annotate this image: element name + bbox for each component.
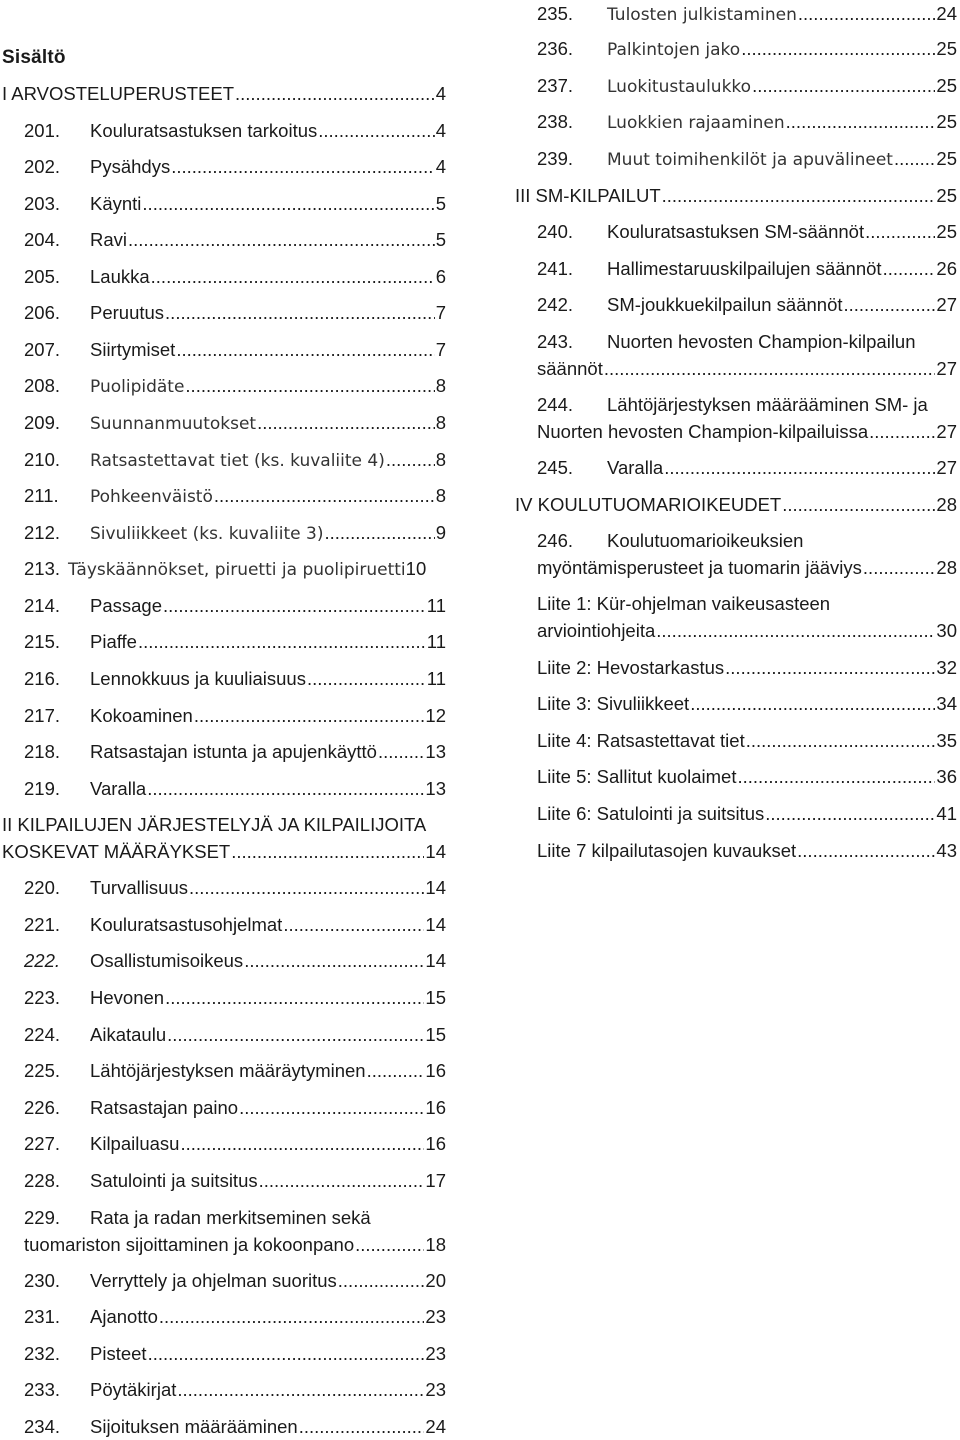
toc-annex-entry[interactable]: [537, 837, 957, 864]
toc-item-entry[interactable]: [537, 454, 957, 481]
toc-page-number: 16: [425, 1060, 446, 1081]
toc-item-number: 207.: [24, 339, 61, 360]
toc-label: Osallistumisoikeus: [90, 950, 244, 971]
toc-leader-dots: [798, 0, 936, 27]
toc-page-number: 23: [425, 1306, 446, 1327]
toc-annex-entry[interactable]: [537, 690, 957, 717]
toc-label: Muut toimihenkilöt ja apuvälineet: [607, 150, 893, 170]
toc-page-number: 16: [425, 1097, 446, 1118]
toc-leader-dots: [167, 1021, 424, 1048]
toc-leader-dots: [367, 1057, 425, 1084]
toc-label: Ratsastajan istunta ja apujenkäyttö: [90, 741, 377, 762]
toc-label: I ARVOSTELUPERUSTEET: [2, 83, 234, 104]
toc-item-number: 202.: [24, 156, 61, 177]
toc-item-number: 218.: [24, 741, 61, 762]
toc-page-number: 28: [936, 557, 957, 578]
toc-page-number: 32: [936, 657, 957, 678]
toc-item-entry[interactable]: [24, 1204, 446, 1258]
toc-item-entry[interactable]: [537, 255, 957, 282]
toc-item-number: 212.: [24, 522, 61, 543]
toc-item-entry[interactable]: [24, 1340, 446, 1367]
toc-page-number: 7: [435, 302, 446, 323]
toc-page-number: 24: [936, 3, 957, 24]
toc-page-number: 25: [936, 148, 957, 169]
toc-leader-dots: [259, 1167, 425, 1194]
toc-leader-dots: [664, 454, 935, 481]
toc-item-number: 208.: [24, 375, 61, 396]
toc-section-entry[interactable]: [515, 182, 957, 209]
toc-label: IV KOULUTUOMARIOIKEUDET: [515, 494, 782, 515]
toc-item-entry[interactable]: [537, 108, 957, 137]
toc-item-entry[interactable]: [24, 1021, 446, 1048]
toc-item-entry[interactable]: [537, 35, 957, 64]
toc-item-entry[interactable]: [24, 1057, 446, 1084]
toc-item-entry[interactable]: [24, 1130, 446, 1157]
toc-label: Piaffe: [90, 631, 137, 652]
toc-page-number: 14: [425, 914, 446, 935]
toc-page-number: 11: [426, 595, 446, 616]
toc-page-number: 14: [425, 841, 446, 862]
toc-label: Luokitustaulukko: [607, 77, 752, 97]
toc-leader-dots: [171, 153, 434, 180]
toc-leader-dots: [177, 1376, 424, 1403]
toc-item-number: 204.: [24, 229, 61, 250]
toc-item-entry[interactable]: [24, 665, 446, 692]
toc-page-number: 30: [936, 620, 957, 641]
toc-item-number: 231.: [24, 1306, 61, 1327]
toc-item-number: 223.: [24, 987, 61, 1008]
toc-item-entry[interactable]: [537, 391, 957, 445]
toc-label: Verryttely ja ohjelman suoritus: [90, 1270, 337, 1291]
toc-annex-entry[interactable]: [537, 727, 957, 754]
toc-page-number: 4: [435, 156, 446, 177]
toc-item-entry[interactable]: [24, 738, 446, 765]
toc-label: Liite 1: Kür-ohjelman vaikeusasteen: [537, 593, 831, 614]
toc-page-number: 26: [936, 258, 957, 279]
toc-page-number: 27: [936, 358, 957, 379]
toc-item-number: 224.: [24, 1024, 61, 1045]
toc-item-entry[interactable]: [24, 947, 446, 974]
toc-leader-dots: [386, 446, 435, 473]
toc-section-entry[interactable]: [515, 491, 957, 518]
toc-item-entry[interactable]: [537, 145, 957, 174]
toc-page-number: 8: [435, 412, 446, 433]
toc-item-number: 213.: [24, 558, 61, 579]
toc-leader-dots: [741, 35, 935, 62]
toc-section-entry[interactable]: [2, 80, 446, 107]
toc-label: Kouluratsastuksen SM-säännöt: [607, 221, 865, 242]
toc-annex-entry[interactable]: [537, 590, 957, 644]
toc-item-number: 242.: [537, 294, 574, 315]
toc-label-continued: säännöt: [537, 358, 603, 379]
toc-item-number: 243.: [537, 331, 574, 352]
toc-leader-dots: [746, 727, 936, 754]
toc-section-entry[interactable]: [2, 811, 446, 865]
toc-page-number: 34: [936, 693, 957, 714]
toc-leader-dots: [244, 947, 424, 974]
toc-item-entry[interactable]: [24, 702, 446, 729]
toc-item-number: 235.: [537, 3, 574, 24]
toc-page-number: 9: [435, 522, 446, 543]
toc-page-number: 15: [425, 1024, 446, 1045]
toc-item-number: 219.: [24, 778, 61, 799]
toc-page-number: 25: [936, 185, 957, 206]
toc-item-entry[interactable]: [537, 218, 957, 245]
toc-item-entry[interactable]: [24, 299, 446, 326]
toc-annex-entry[interactable]: [537, 800, 957, 827]
toc-leader-dots: [378, 738, 424, 765]
toc-item-entry[interactable]: [24, 446, 446, 475]
toc-item-number: 216.: [24, 668, 61, 689]
toc-item-entry[interactable]: [24, 1303, 446, 1330]
toc-leader-dots: [738, 763, 936, 790]
toc-item-number: 206.: [24, 302, 61, 323]
toc-item-entry[interactable]: [24, 1376, 446, 1403]
toc-page-number: 4: [435, 120, 446, 141]
toc-label: Aikataulu: [90, 1024, 167, 1045]
toc-item-number: 234.: [24, 1416, 61, 1437]
toc-leader-dots: [752, 72, 935, 99]
toc-label: Passage: [90, 595, 162, 616]
toc-leader-dots: [604, 355, 936, 382]
toc-leader-dots: [865, 218, 935, 245]
toc-page-number: 8: [435, 485, 446, 506]
toc-leader-dots: [185, 372, 434, 399]
toc-label-continued: KOSKEVAT MÄÄRÄYKSET: [2, 841, 231, 862]
toc-item-entry[interactable]: [24, 592, 446, 619]
toc-item-entry[interactable]: [24, 117, 446, 144]
toc-annex-entry[interactable]: [537, 763, 957, 790]
toc-label-continued: Nuorten hevosten Champion-kilpailuissa: [537, 421, 869, 442]
toc-label: Kokoaminen: [90, 705, 193, 726]
toc-item-number: 232.: [24, 1343, 61, 1364]
toc-page-number: 11: [426, 631, 446, 652]
toc-leader-dots: [176, 336, 434, 363]
toc-label: Laukka: [90, 266, 150, 287]
toc-page-number: 7: [435, 339, 446, 360]
toc-label: Kouluratsastuksen tarkoitus: [90, 120, 318, 141]
toc-label: Pohkeenväistö: [90, 487, 213, 507]
toc-leader-dots: [725, 654, 935, 681]
toc-leader-dots: [214, 482, 435, 509]
toc-page-number: 25: [936, 111, 957, 132]
toc-page-number: 8: [435, 449, 446, 470]
toc-leader-dots: [307, 665, 426, 692]
toc-item-number: 214.: [24, 595, 61, 616]
toc-item-number: 215.: [24, 631, 61, 652]
toc-page-number: 4: [435, 83, 446, 104]
toc-item-number: 209.: [24, 412, 61, 433]
toc-page-number: 35: [936, 730, 957, 751]
toc-label: Satulointi ja suitsitus: [90, 1170, 258, 1191]
toc-item-entry[interactable]: [24, 336, 446, 363]
toc-page-number: 27: [936, 294, 957, 315]
toc-label: Pöytäkirjat: [90, 1379, 177, 1400]
toc-label: Varalla: [607, 457, 664, 478]
toc-label: Varalla: [90, 778, 147, 799]
toc-label: Kilpailuasu: [90, 1133, 180, 1154]
toc-label: Luokkien rajaaminen: [607, 113, 785, 133]
toc-page-number: 18: [425, 1234, 446, 1255]
toc-page-number: 8: [435, 375, 446, 396]
toc-label: Liite 5: Sallitut kuolaimet: [537, 766, 737, 787]
toc-leader-dots: [797, 837, 935, 864]
toc-leader-dots: [239, 1094, 424, 1121]
toc-label: Pisteet: [90, 1343, 147, 1364]
toc-label: Hevonen: [90, 987, 165, 1008]
toc-item-number: 237.: [537, 75, 574, 96]
toc-leader-dots: [324, 519, 434, 546]
toc-label: Pysähdys: [90, 156, 171, 177]
toc-leader-dots: [782, 491, 935, 518]
toc-leader-dots: [142, 190, 434, 217]
toc-leader-dots: [151, 263, 435, 290]
toc-label: II KILPAILUJEN JÄRJESTELYJÄ JA KILPAILIJOITA: [2, 814, 427, 835]
toc-leader-dots: [257, 409, 435, 436]
toc-item-entry[interactable]: [24, 775, 446, 802]
toc-label: Tulosten julkistaminen: [607, 5, 797, 25]
toc-leader-dots: [159, 1303, 425, 1330]
toc-page-number: 23: [425, 1343, 446, 1364]
toc-annex-entry[interactable]: [537, 654, 957, 681]
toc-page-number: 41: [936, 803, 957, 824]
toc-label: Täyskäännökset, piruetti ja puolipiruetti: [68, 560, 406, 580]
toc-leader-dots: [299, 1413, 425, 1440]
toc-leader-dots: [844, 291, 936, 318]
toc-label-continued: arviointiohjeita: [537, 620, 656, 641]
toc-page-number: 17: [425, 1170, 446, 1191]
toc-leader-dots: [283, 911, 424, 938]
toc-item-number: 227.: [24, 1133, 61, 1154]
toc-label: Puolipidäte: [90, 377, 185, 397]
toc-item-entry[interactable]: [537, 291, 957, 318]
toc-page-number: 20: [425, 1270, 446, 1291]
toc-label-continued: tuomariston sijoittaminen ja kokoonpano: [24, 1234, 355, 1255]
toc-page-number: 25: [936, 75, 957, 96]
toc-label: Ratsastajan paino: [90, 1097, 239, 1118]
toc-label: Ravi: [90, 229, 128, 250]
toc-page-number: 16: [425, 1133, 446, 1154]
toc-item-entry[interactable]: [537, 527, 957, 581]
toc-item-number: 201.: [24, 120, 61, 141]
toc-label: Liite 4: Ratsastettavat tiet: [537, 730, 745, 751]
toc-item-entry[interactable]: [24, 911, 446, 938]
toc-label: Liite 6: Satulointi ja suitsitus: [537, 803, 765, 824]
toc-page-number: 11: [426, 668, 446, 689]
toc-item-number: 222.: [24, 950, 61, 971]
toc-page-number: 14: [425, 877, 446, 898]
toc-label: Liite 2: Hevostarkastus: [537, 657, 725, 678]
toc-label: Liite 7 kilpailutasojen kuvaukset: [537, 840, 797, 861]
toc-page-number: 23: [425, 1379, 446, 1400]
toc-leader-dots: [189, 874, 424, 901]
toc-leader-dots: [235, 80, 435, 107]
toc-page-number: 15: [425, 987, 446, 1008]
toc-heading: Sisältö: [2, 47, 66, 68]
toc-item-entry[interactable]: [24, 628, 446, 655]
toc-leader-dots: [148, 1340, 425, 1367]
toc-item-entry[interactable]: [24, 1167, 446, 1194]
toc-item-number: 226.: [24, 1097, 61, 1118]
toc-item-number: 205.: [24, 266, 61, 287]
toc-page-number: 27: [936, 421, 957, 442]
toc-label: Sivuliikkeet (ks. kuvaliite 3): [90, 524, 324, 544]
toc-label: III SM-KILPAILUT: [515, 185, 661, 206]
toc-item-number: 239.: [537, 148, 574, 169]
toc-leader-dots: [863, 554, 936, 581]
toc-item-number: 246.: [537, 530, 574, 551]
toc-item-entry[interactable]: [24, 190, 446, 217]
toc-page-number: 24: [425, 1416, 446, 1437]
toc-item-entry[interactable]: [24, 153, 446, 180]
toc-page-number: 14: [425, 950, 446, 971]
toc-item-number: 211.: [24, 485, 59, 506]
toc-page-number: 5: [435, 193, 446, 214]
toc-label: Ajanotto: [90, 1306, 158, 1327]
toc-label: Lähtöjärjestyksen määrääminen SM- ja: [607, 394, 928, 415]
toc-label: Peruutus: [90, 302, 165, 323]
toc-item-entry[interactable]: [24, 263, 446, 290]
toc-label: Suunnanmuutokset: [90, 414, 257, 434]
toc-item-entry[interactable]: [24, 482, 446, 511]
toc-item-number: 228.: [24, 1170, 61, 1191]
toc-label: Ratsastettavat tiet (ks. kuvaliite 4): [90, 451, 385, 471]
toc-page-number: 12: [425, 705, 446, 726]
toc-label: Turvallisuus: [90, 877, 189, 898]
toc-item-entry[interactable]: [24, 519, 446, 548]
toc-label: Nuorten hevosten Champion-kilpailun: [607, 331, 916, 352]
toc-item-entry[interactable]: [24, 409, 446, 438]
toc-leader-dots: [869, 418, 935, 445]
toc-leader-dots: [662, 182, 936, 209]
toc-item-number: 245.: [537, 457, 574, 478]
toc-leader-dots: [894, 145, 935, 172]
toc-label: Koulutuomarioikeuksien: [607, 530, 804, 551]
toc-item-entry[interactable]: [24, 1094, 446, 1121]
toc-label: Käynti: [90, 193, 142, 214]
toc-leader-dots: [231, 838, 424, 865]
toc-page-number: 27: [936, 457, 957, 478]
toc-page-number: 25: [936, 38, 957, 59]
toc-item-entry[interactable]: [24, 226, 446, 253]
toc-item-entry[interactable]: [24, 874, 446, 901]
toc-leader-dots: [165, 299, 435, 326]
toc-label: Rata ja radan merkitseminen sekä: [90, 1207, 371, 1228]
toc-leader-dots: [194, 702, 425, 729]
toc-item-number: 230.: [24, 1270, 61, 1291]
toc-page-number: 13: [425, 741, 446, 762]
toc-item-number: 241.: [537, 258, 574, 279]
toc-page-number: 5: [435, 229, 446, 250]
toc-leader-dots: [128, 226, 435, 253]
toc-label: Lennokkuus ja kuuliaisuus: [90, 668, 306, 689]
toc-leader-dots: [338, 1267, 425, 1294]
toc-page-number: 36: [936, 766, 957, 787]
toc-label: Sijoituksen määrääminen: [90, 1416, 298, 1437]
toc-item-entry[interactable]: [537, 328, 957, 382]
toc-page-number: 13: [425, 778, 446, 799]
toc-page-number: 10: [405, 558, 427, 579]
toc-item-entry[interactable]: [24, 372, 446, 401]
toc-leader-dots: [318, 117, 434, 144]
toc-leader-dots: [690, 690, 935, 717]
toc-label: SM-joukkuekilpailun säännöt: [607, 294, 843, 315]
toc-item-entry[interactable]: [24, 984, 446, 1011]
toc-item-number: 210.: [24, 449, 61, 470]
toc-label: Siirtymiset: [90, 339, 176, 360]
toc-leader-dots: [355, 1231, 424, 1258]
toc-leader-dots: [165, 984, 424, 1011]
toc-item-number: 233.: [24, 1379, 61, 1400]
toc-leader-dots: [180, 1130, 424, 1157]
toc-leader-dots: [765, 800, 935, 827]
toc-page-number: 25: [936, 221, 957, 242]
toc-item-number: 220.: [24, 877, 61, 898]
toc-leader-dots: [883, 255, 936, 282]
toc-label: Liite 3: Sivuliikkeet: [537, 693, 690, 714]
toc-item-number: 238.: [537, 111, 574, 132]
toc-item-number: 217.: [24, 705, 61, 726]
toc-item-number: 229.: [24, 1207, 61, 1228]
toc-item-number: 203.: [24, 193, 61, 214]
toc-leader-dots: [163, 592, 426, 619]
toc-leader-dots: [147, 775, 424, 802]
toc-item-number: 225.: [24, 1060, 61, 1081]
toc-item-entry[interactable]: [537, 0, 957, 29]
toc-label: Lähtöjärjestyksen määräytyminen: [90, 1060, 366, 1081]
toc-item-entry[interactable]: [24, 1267, 446, 1294]
toc-item-entry[interactable]: [24, 1413, 446, 1440]
toc-label: Palkintojen jako: [607, 40, 741, 60]
toc-page-number: 6: [435, 266, 446, 287]
toc-item-number: 244.: [537, 394, 574, 415]
toc-label-continued: myöntämisperusteet ja tuomarin jääviys: [537, 557, 862, 578]
toc-item-number: 236.: [537, 38, 574, 59]
toc-label: Hallimestaruuskilpailujen säännöt: [607, 258, 882, 279]
toc-leader-dots: [656, 617, 935, 644]
toc-item-entry[interactable]: [537, 72, 957, 101]
toc-item-number: 240.: [537, 221, 574, 242]
toc-label: Kouluratsastusohjelmat: [90, 914, 283, 935]
toc-leader-dots: [786, 108, 936, 135]
toc-page-number: 43: [936, 840, 957, 861]
toc-page-number: 28: [936, 494, 957, 515]
toc-item-entry[interactable]: [24, 555, 446, 584]
toc-item-number: 221.: [24, 914, 61, 935]
toc-leader-dots: [138, 628, 426, 655]
